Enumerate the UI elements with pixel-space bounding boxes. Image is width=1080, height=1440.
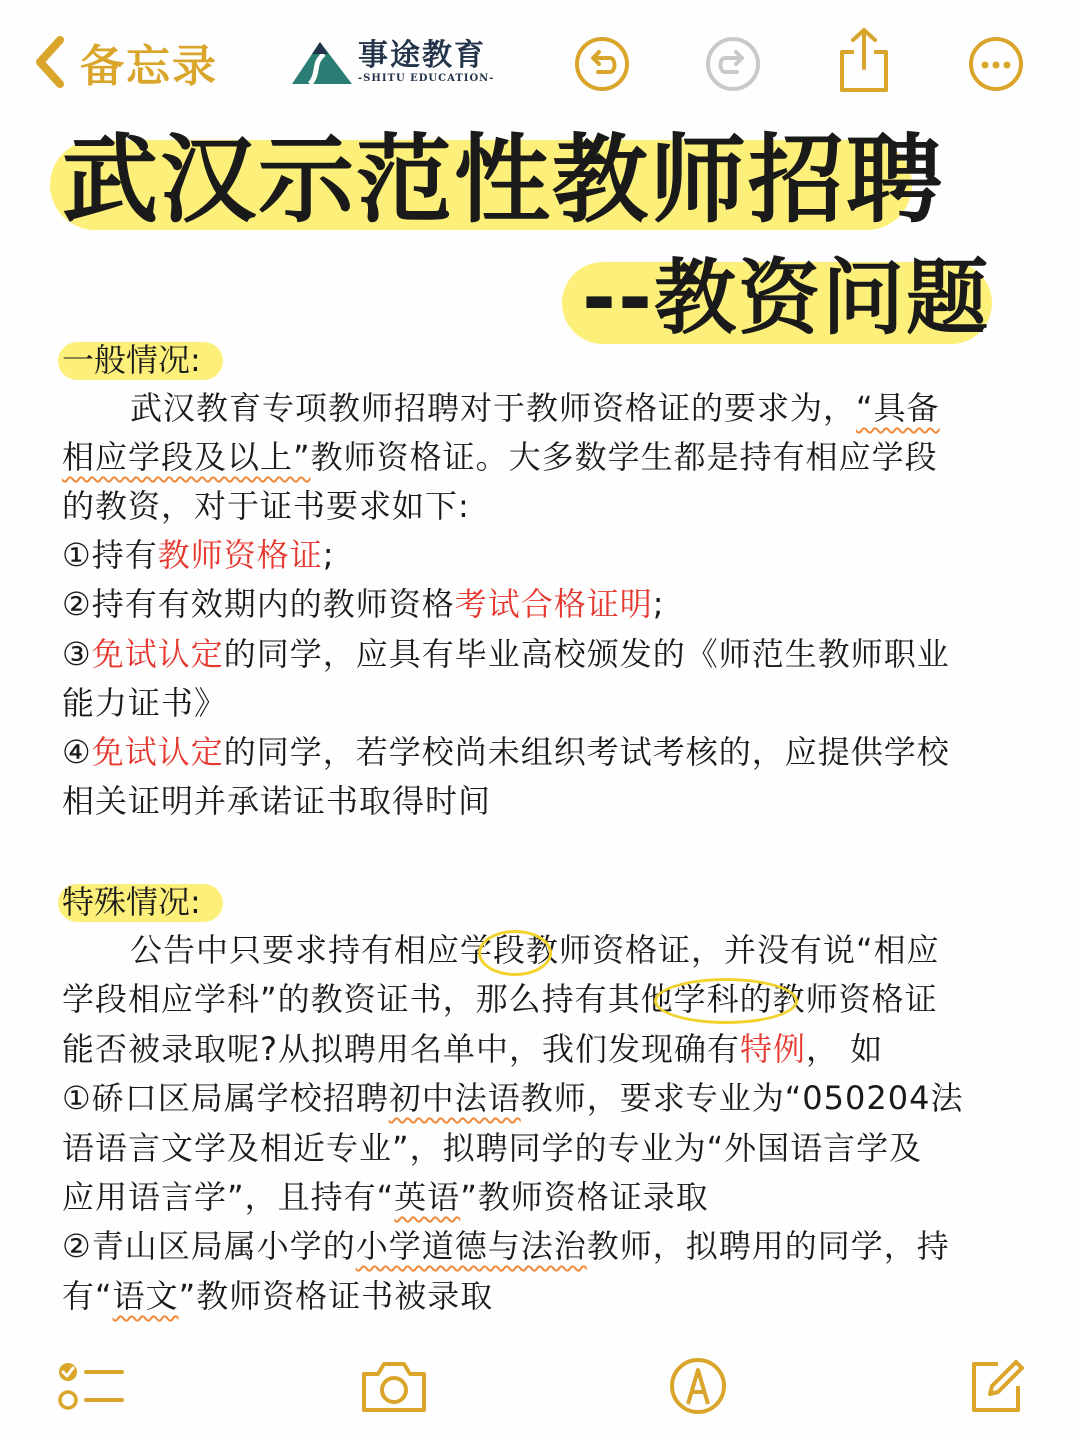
- logo-chinese-text: 事途教育: [358, 37, 486, 73]
- special-heading: 特殊情况:: [62, 883, 201, 921]
- example-2-line-2: 有“语文”教师资格证书被录取: [62, 1277, 494, 1315]
- bottom-toolbar: [0, 1350, 1080, 1440]
- requirement-item-1: ①持有教师资格证;: [62, 536, 335, 574]
- mountain-road-logo-icon: [290, 36, 354, 86]
- requirement-item-3: ③免试认定的同学，应具有毕业高校颁发的《师范生教师职业: [62, 635, 950, 673]
- redo-icon[interactable]: [703, 34, 763, 94]
- undo-icon[interactable]: [572, 34, 632, 94]
- main-title: 武汉示范性教师招聘: [62, 124, 944, 236]
- share-icon[interactable]: [834, 26, 894, 94]
- more-options-icon[interactable]: [966, 34, 1026, 94]
- checklist-icon[interactable]: [56, 1358, 126, 1414]
- handdrawn-circle-mark: [654, 978, 798, 1024]
- chevron-left-icon: [30, 32, 70, 92]
- handdrawn-circle-mark: [478, 930, 552, 976]
- top-toolbar: [0, 0, 1080, 130]
- requirement-item-2: ②持有有效期内的教师资格考试合格证明;: [62, 585, 665, 623]
- special-para-line-3: 能否被录取呢?从拟聘用名单中，我们发现确有特例， 如: [62, 1030, 884, 1068]
- sub-title: --教资问题: [582, 251, 991, 346]
- camera-icon[interactable]: [360, 1358, 428, 1414]
- requirement-item-4-cont: 相关证明并承诺证书取得时间: [62, 782, 492, 820]
- requirement-item-4: ④免试认定的同学，若学校尚未组织考试考核的，应提供学校: [62, 733, 950, 771]
- special-para-line-2: 学段相应学科”的教资证书，那么持有其他学科的教师资格证: [62, 980, 938, 1018]
- general-intro-line-1: 武汉教育专项教师招聘对于教师资格证的要求为，“具备: [130, 389, 940, 427]
- back-button[interactable]: [30, 30, 218, 94]
- general-intro-line-3: 的教资，对于证书要求如下:: [62, 487, 470, 525]
- special-para-line-1: 公告中只要求持有相应学段教师资格证，并没有说“相应: [130, 931, 940, 969]
- general-intro-line-2: 相应学段及以上”教师资格证。大多数学生都是持有相应学段: [62, 438, 938, 476]
- markup-pen-icon[interactable]: [668, 1356, 728, 1416]
- example-1-line-3: 应用语言学”，且持有“英语”教师资格证录取: [62, 1178, 709, 1216]
- general-heading: 一般情况:: [62, 341, 201, 379]
- brand-logo: [290, 36, 494, 86]
- example-2-line-1: ②青山区局属小学的小学道德与法治教师，拟聘用的同学，持: [62, 1227, 950, 1265]
- compose-note-icon[interactable]: [966, 1356, 1026, 1416]
- example-1-line-2: 语语言文学及相近专业”，拟聘同学的专业为“外国语言学及: [62, 1129, 923, 1167]
- back-label: 备忘录: [80, 41, 218, 92]
- requirement-item-3-cont: 能力证书》: [62, 684, 228, 722]
- example-1-line-1: ①硚口区局属学校招聘初中法语教师，要求专业为“050204法: [62, 1079, 964, 1117]
- logo-english-text: -SHITU EDUCATION-: [358, 72, 495, 84]
